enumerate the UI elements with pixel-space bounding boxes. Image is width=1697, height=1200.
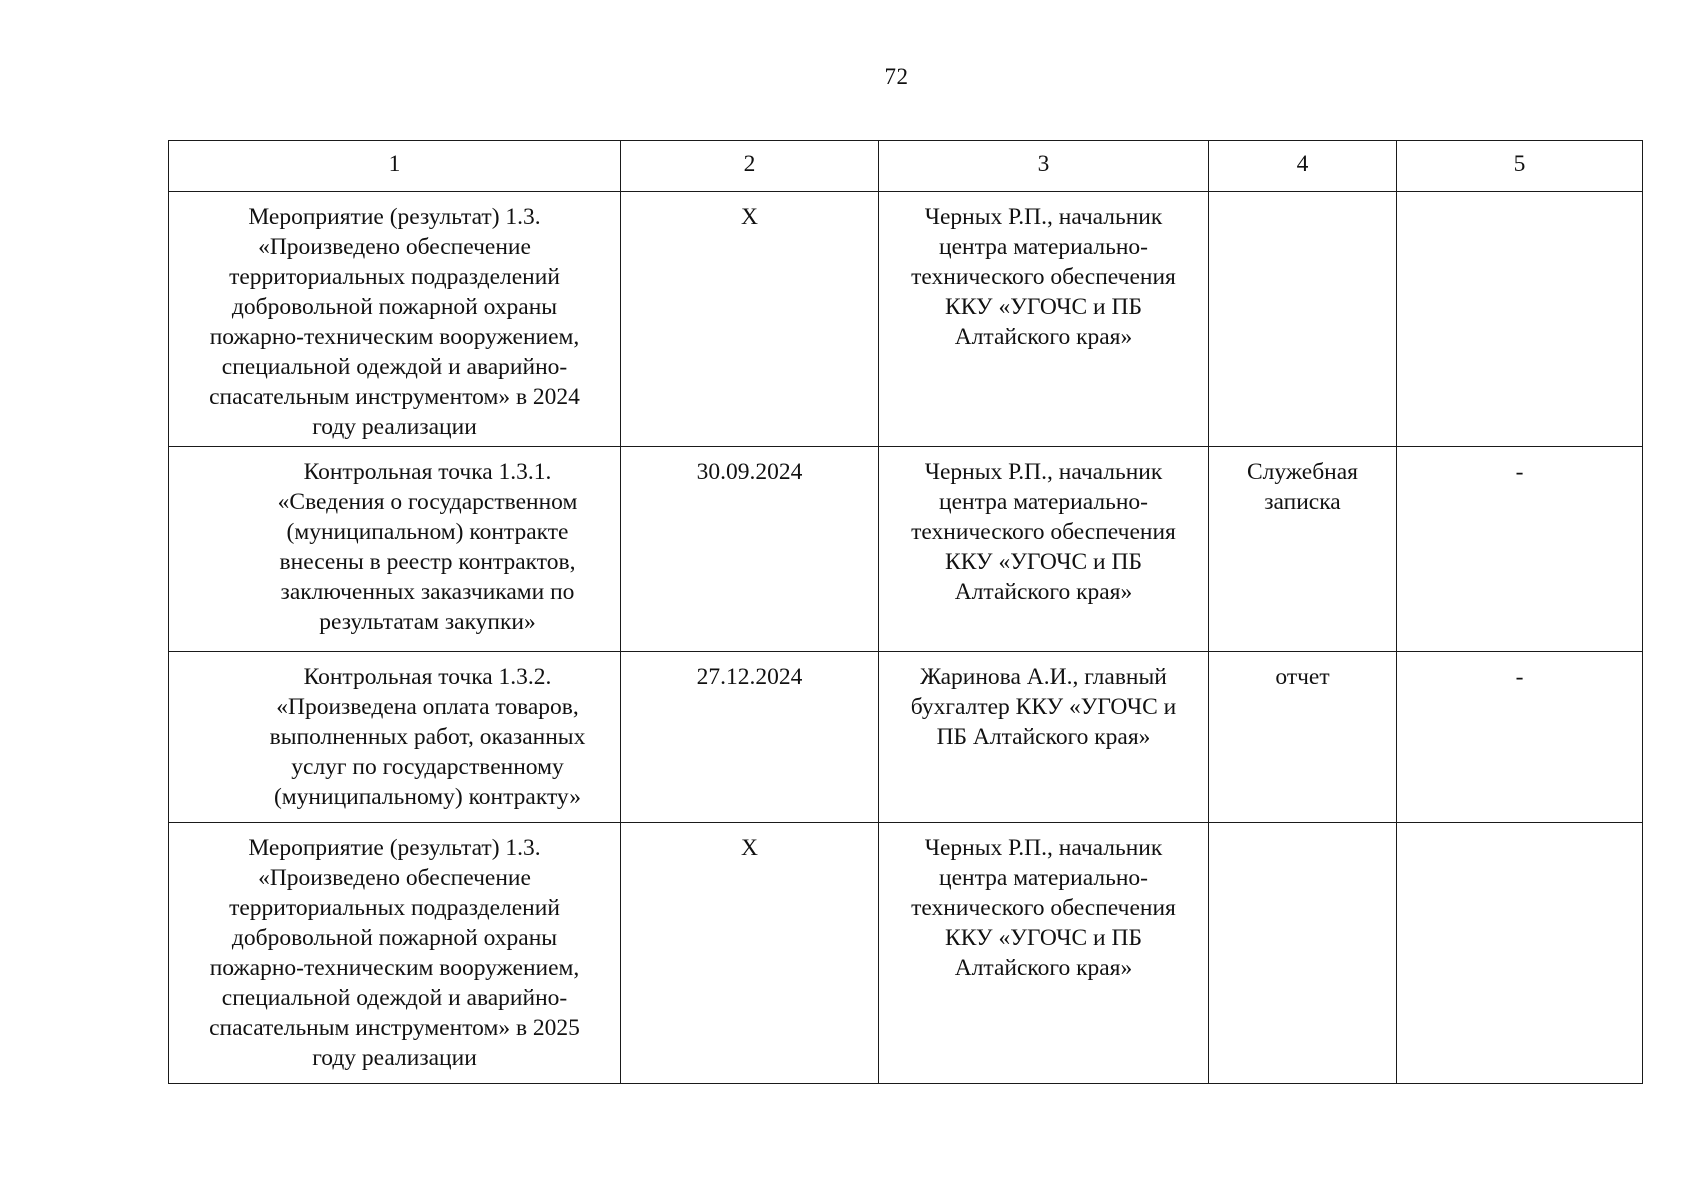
responsible-cell: Черных Р.П., начальник центра материально- технического обеспечения ККУ «УГОЧС и ПБ Алтайского края»	[879, 447, 1209, 652]
table-row	[169, 652, 1643, 823]
info-system-cell	[1397, 192, 1643, 447]
header-cell-2: 2	[621, 141, 879, 192]
header-cell-4: 4	[1209, 141, 1397, 192]
checkpoint-cell: Контрольная точка 1.3.2. «Произведена оплата товаров, выполненных работ, оказанных услуг по государственному (муниципальному) контракту»	[169, 652, 621, 823]
deadline-cell: X	[621, 823, 879, 1084]
table-row	[169, 447, 1643, 652]
deadline-cell: 27.12.2024	[621, 652, 879, 823]
deadline-cell: 30.09.2024	[621, 447, 879, 652]
header-cell-1: 1	[169, 141, 621, 192]
activity-cell: Мероприятие (результат) 1.3. «Произведено обеспечение территориальных подразделений добровольной пожарной охраны пожарно-техническим вооружением, специальной одеждой и аварийно- спасательным инструментом» в 2025 году реализации	[169, 823, 621, 1084]
document-type-cell: Служебная записка	[1209, 447, 1397, 652]
header-cell-5: 5	[1397, 141, 1643, 192]
header-cell-3: 3	[879, 141, 1209, 192]
info-system-cell: -	[1397, 447, 1643, 652]
responsible-cell: Жаринова А.И., главный бухгалтер ККУ «УГОЧС и ПБ Алтайского края»	[879, 652, 1209, 823]
info-system-cell	[1397, 823, 1643, 1084]
document-type-cell	[1209, 823, 1397, 1084]
deadline-cell: X	[621, 192, 879, 447]
responsible-cell: Черных Р.П., начальник центра материально- технического обеспечения ККУ «УГОЧС и ПБ Алтайского края»	[879, 823, 1209, 1084]
table-row	[169, 823, 1643, 1084]
schedule-table	[168, 140, 1643, 1084]
page-number: 72	[884, 64, 909, 89]
responsible-cell: Черных Р.П., начальник центра материально- технического обеспечения ККУ «УГОЧС и ПБ Алтайского края»	[879, 192, 1209, 447]
info-system-cell: -	[1397, 652, 1643, 823]
checkpoint-cell: Контрольная точка 1.3.1. «Сведения о государственном (муниципальном) контракте внесены в реестр контрактов, заключенных заказчиками по результатам закупки»	[169, 447, 621, 652]
table-row	[169, 192, 1643, 447]
activity-cell: Мероприятие (результат) 1.3. «Произведено обеспечение территориальных подразделений добровольной пожарной охраны пожарно-техническим вооружением, специальной одеждой и аварийно- спасательным инструментом» в 2024 году реализации	[169, 192, 621, 447]
table-header-row	[169, 141, 1643, 192]
document-type-cell: отчет	[1209, 652, 1397, 823]
document-type-cell	[1209, 192, 1397, 447]
